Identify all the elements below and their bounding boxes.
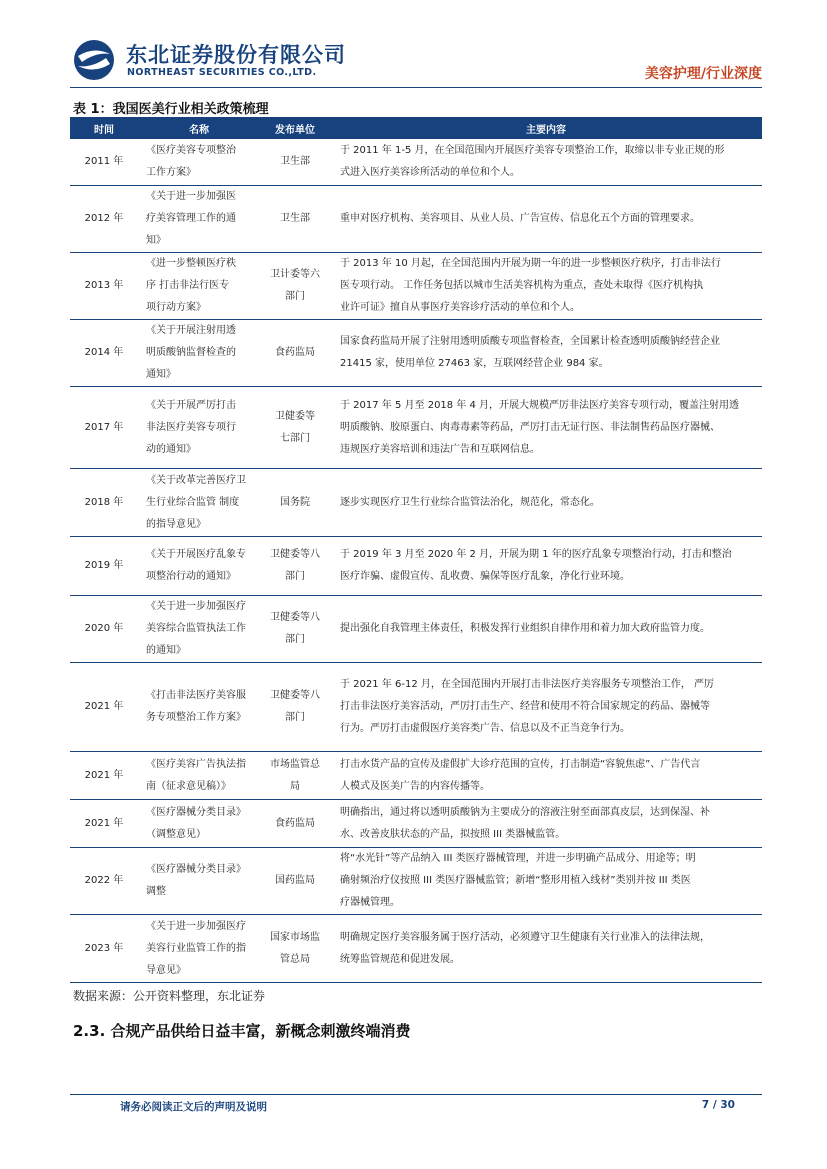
data-source-note: 数据来源：公开资料整理，东北证券: [73, 989, 266, 1003]
content-cell: [330, 663, 762, 752]
content-cell-line: 将“水光针”等产品纳入 III 类医疗器械管理，并进一步明确产品成分、用途等；明: [340, 853, 696, 864]
issuer-cell-line: 部门: [285, 291, 305, 302]
policy-name-cell-line: 南（征求意见稿）》: [146, 780, 231, 792]
content-cell-line: 业许可证》擅自从事医疗美容诊疗活动的单位和个人。: [340, 302, 580, 313]
content-cell-line: 水、改善皮肤状态的产品，拟按照 III 类器械监管。: [340, 828, 566, 840]
policy-name-cell: [138, 537, 260, 596]
table-row: [70, 469, 762, 537]
content-cell-line: 确射频治疗仪按照 III 类医疗器械监管；新增“整形用植入线材”类别并按 III 类医: [340, 875, 691, 886]
issuer-cell-line: 卫计委等六: [270, 269, 320, 280]
policy-name-cell-line: 《关于进一步加强医疗: [146, 920, 246, 932]
content-cell: [330, 139, 762, 186]
issuer-cell-line: 卫健委等八: [270, 549, 320, 560]
issuer-cell: [260, 848, 330, 915]
content-cell-line: 违规医疗美容培训和违法广告和互联网信息。: [340, 443, 540, 455]
policy-name-cell: [138, 186, 260, 253]
page-header: [70, 30, 762, 86]
content-cell-line: 于 2019 年 3 月至 2020 年 2 月，开展为期 1 年的医疗乱象专项整治行动，打击和整治: [340, 549, 732, 560]
issuer-cell-line: 卫健委等: [275, 410, 315, 422]
content-cell-line: 于 2013 年 10 月起，在全国范围内开展为期一年的进一步整顿医疗秩序，打击非法行: [340, 258, 721, 269]
issuer-cell-line: 部门: [285, 712, 305, 723]
policy-name-cell-line: 非法医疗美容专项行: [146, 421, 236, 433]
issuer-cell-line: 七部门: [280, 432, 310, 444]
content-cell: [330, 186, 762, 253]
year-cell: 2023 年: [70, 915, 138, 983]
issuer-cell-line: 国务院: [280, 496, 310, 508]
policy-name-cell-line: 明质酸钠监督检查的: [146, 347, 236, 358]
year-cell: 2021 年: [70, 800, 138, 848]
policy-name-cell-line: 美容综合监管执法工作: [146, 623, 246, 634]
company-name-cn: 东北证券股份有限公司: [126, 43, 346, 67]
column-header-year: 时间: [70, 117, 138, 139]
policy-name-cell-line: 《关于开展严厉打击: [146, 399, 236, 411]
policy-name-cell-line: 美容行业监管工作的指: [146, 942, 246, 954]
content-cell-line: 明确规定医疗美容服务属于医疗活动，必须遵守卫生健康有关行业准入的法律法规，: [340, 931, 710, 943]
policy-name-cell-line: 通知》: [146, 369, 176, 380]
content-cell-line: 人模式及医美广告的内容传播等。: [340, 780, 490, 792]
policy-name-cell: [138, 320, 260, 387]
issuer-cell: [260, 139, 330, 186]
content-cell-line: 国家食药监局开展了注射用透明质酸专项监督检查，全国累计检查透明质酸钠经营企业: [340, 336, 720, 347]
content-cell: [330, 752, 762, 800]
content-cell-line: 提出强化自我管理主体责任，积极发挥行业组织自律作用和着力加大政府监管力度。: [340, 623, 710, 634]
issuer-cell-line: 局: [290, 780, 300, 792]
footer-disclaimer: 请务必阅读正文后的声明及说明: [120, 1101, 267, 1113]
content-cell-line: 明质酸钠、胶原蛋白、肉毒毒素等药品，严厉打击无证行医、非法制售药品医疗器械、: [340, 421, 720, 433]
content-cell-line: 于 2021 年 6-12 月，在全国范围内开展打击非法医疗美容服务专项整治工作， 严厉: [340, 679, 715, 690]
issuer-cell: [260, 186, 330, 253]
footer-divider: [70, 1094, 762, 1095]
policy-name-cell-line: 调整: [146, 886, 166, 897]
content-cell: [330, 469, 762, 537]
issuer-cell: [260, 320, 330, 387]
issuer-cell-line: 部门: [285, 634, 305, 645]
policy-name-cell: [138, 848, 260, 915]
issuer-cell: [260, 752, 330, 800]
table-row: [70, 139, 762, 186]
issuer-cell-line: 卫健委等八: [270, 612, 320, 623]
page-number: 7 / 30: [701, 1099, 735, 1111]
table-row: [70, 663, 762, 752]
content-cell-line: 21415 家，使用单位 27463 家，互联网经营企业 984 家。: [340, 358, 609, 369]
policy-name-cell-line: 《打击非法医疗美容服: [146, 690, 246, 701]
policy-name-cell-line: 《关于改革完善医疗卫: [146, 474, 246, 486]
policy-name-cell: [138, 596, 260, 663]
policy-name-cell: [138, 915, 260, 983]
policy-name-cell-line: 动的通知》: [146, 443, 196, 455]
issuer-cell: [260, 800, 330, 848]
year-cell: 2021 年: [70, 663, 138, 752]
content-cell-line: 疗器械管理。: [340, 897, 400, 908]
policy-name-cell-line: 《关于进一步加强医疗: [146, 601, 246, 612]
content-cell-line: 打击非法医疗美容活动，严厉打击生产、经营和使用不符合国家规定的药品、器械等: [340, 701, 710, 712]
policy-name-cell-line: 疗美容管理工作的通: [146, 213, 236, 224]
table-row: [70, 387, 762, 469]
year-cell: 2011 年: [70, 139, 138, 186]
table-row: [70, 253, 762, 320]
content-cell-line: 医专项行动。 工作任务包括以城市生活美容机构为重点，查处未取得《医疗机构执: [340, 280, 704, 291]
content-cell-line: 逐步实现医疗卫生行业综合监管法治化，规范化，常态化。: [340, 496, 600, 508]
policy-name-cell-line: 的指导意见》: [146, 518, 206, 530]
issuer-cell-line: 食药监局: [275, 817, 315, 829]
issuer-cell-line: 国药监局: [275, 875, 315, 886]
policy-name-cell-line: 《关于开展医疗乱象专: [146, 549, 246, 560]
issuer-cell-line: 卫生部: [280, 156, 310, 167]
policy-name-cell: [138, 752, 260, 800]
year-cell: 2013 年: [70, 253, 138, 320]
company-logo-icon: [72, 38, 116, 82]
issuer-cell-line: 市场监管总: [270, 758, 320, 770]
table-row: [70, 596, 762, 663]
policy-name-cell: [138, 663, 260, 752]
table-row: [70, 186, 762, 253]
column-header-content: 主要内容: [330, 117, 762, 139]
issuer-cell: [260, 469, 330, 537]
issuer-cell: [260, 253, 330, 320]
content-cell-line: 重申对医疗机构、美容项目、从业人员、广告宣传、信息化五个方面的管理要求。: [340, 213, 700, 224]
report-section-tag: 美容护理/行业深度: [644, 66, 762, 82]
policy-name-cell: [138, 800, 260, 848]
year-cell: 2012 年: [70, 186, 138, 253]
issuer-cell: [260, 537, 330, 596]
year-cell: 2014 年: [70, 320, 138, 387]
content-cell: [330, 915, 762, 983]
table-row: [70, 915, 762, 983]
header-divider: [70, 87, 762, 88]
policy-name-cell-line: 务专项整治工作方案》: [146, 712, 246, 723]
content-cell-line: 统筹监管规范和促进发展。: [340, 953, 460, 965]
year-cell: 2020 年: [70, 596, 138, 663]
issuer-cell-line: 卫健委等八: [270, 690, 320, 701]
year-cell: 2017 年: [70, 387, 138, 469]
policy-name-cell-line: 《医疗器械分类目录》: [146, 806, 246, 818]
policy-name-cell-line: 《关于进一步加强医: [146, 191, 236, 202]
policy-name-cell-line: 《医疗器械分类目录》: [146, 864, 246, 875]
content-cell: [330, 596, 762, 663]
year-cell: 2021 年: [70, 752, 138, 800]
issuer-cell-line: 国家市场监: [270, 931, 320, 943]
policy-name-cell: [138, 469, 260, 537]
policy-name-cell-line: 项行动方案》: [146, 302, 206, 313]
issuer-cell-line: 卫生部: [280, 213, 310, 224]
table-header-row: [70, 117, 762, 139]
table-row: [70, 752, 762, 800]
issuer-cell: [260, 915, 330, 983]
content-cell: [330, 848, 762, 915]
issuer-cell: [260, 596, 330, 663]
policy-name-cell-line: 知》: [146, 235, 166, 246]
policy-table: [70, 117, 762, 983]
content-cell-line: 明确指出，通过将以透明质酸钠为主要成分的溶液注射至面部真皮层，达到保湿、补: [340, 806, 710, 818]
policy-name-cell-line: 生行业综合监管 制度: [146, 496, 240, 508]
policy-name-cell-line: 导意见》: [146, 964, 186, 976]
content-cell-line: 打击水货产品的宣传及虚假扩大诊疗范围的宣传，打击制造“容貌焦虑”、广告代言: [340, 758, 701, 770]
policy-name-cell-line: 的通知》: [146, 645, 186, 656]
policy-name-cell-line: 《关于开展注射用透: [146, 325, 236, 336]
policy-name-cell-line: 序 打击非法行医专: [146, 280, 230, 291]
policy-name-cell-line: 《进一步整顿医疗秩: [146, 258, 236, 269]
content-cell: [330, 320, 762, 387]
content-cell: [330, 800, 762, 848]
content-cell-line: 式进入医疗美容诊所活动的单位和个人。: [340, 167, 520, 178]
policy-name-cell-line: 项整治行动的通知》: [146, 571, 236, 582]
company-name-en: NORTHEAST SECURITIES CO.,LTD.: [127, 67, 317, 78]
year-cell: 2018 年: [70, 469, 138, 537]
content-cell: [330, 253, 762, 320]
content-cell: [330, 537, 762, 596]
policy-name-cell: [138, 387, 260, 469]
year-cell: 2019 年: [70, 537, 138, 596]
policy-name-cell-line: （调整意见）: [146, 828, 206, 840]
content-cell-line: 医疗诈骗、虚假宣传、乱收费、骗保等医疗乱象，净化行业环境。: [340, 571, 630, 582]
policy-table-body: [70, 139, 762, 983]
issuer-cell-line: 管总局: [280, 953, 310, 965]
policy-name-cell: [138, 139, 260, 186]
issuer-cell: [260, 663, 330, 752]
table-row: [70, 848, 762, 915]
policy-name-cell: [138, 253, 260, 320]
issuer-cell: [260, 387, 330, 469]
content-cell-line: 于 2011 年 1-5 月，在全国范围内开展医疗美容专项整治工作，取缔以非专业正规的形: [340, 145, 725, 156]
table-title: 表 1：我国医美行业相关政策梳理: [73, 102, 269, 117]
policy-name-cell-line: 《医疗美容专项整治: [146, 145, 236, 156]
issuer-cell-line: 食药监局: [275, 347, 315, 358]
policy-name-cell-line: 工作方案》: [146, 167, 196, 178]
issuer-cell-line: 部门: [285, 571, 305, 582]
content-cell-line: 行为。严厉打击虚假医疗美容类广告、信息以及不正当竞争行为。: [340, 723, 630, 734]
year-cell: 2022 年: [70, 848, 138, 915]
table-row: [70, 537, 762, 596]
section-heading: 2.3. 合规产品供给日益丰富，新概念刺激终端消费: [73, 1022, 411, 1040]
policy-name-cell-line: 《医疗美容广告执法指: [146, 758, 246, 770]
content-cell-line: 于 2017 年 5 月至 2018 年 4 月，开展大规模严厉非法医疗美容专项行动，覆盖注射用透: [340, 399, 740, 411]
table-row: [70, 800, 762, 848]
content-cell: [330, 387, 762, 469]
column-header-name: 名称: [138, 117, 260, 139]
column-header-issuer: 发布单位: [260, 117, 330, 139]
table-row: [70, 320, 762, 387]
